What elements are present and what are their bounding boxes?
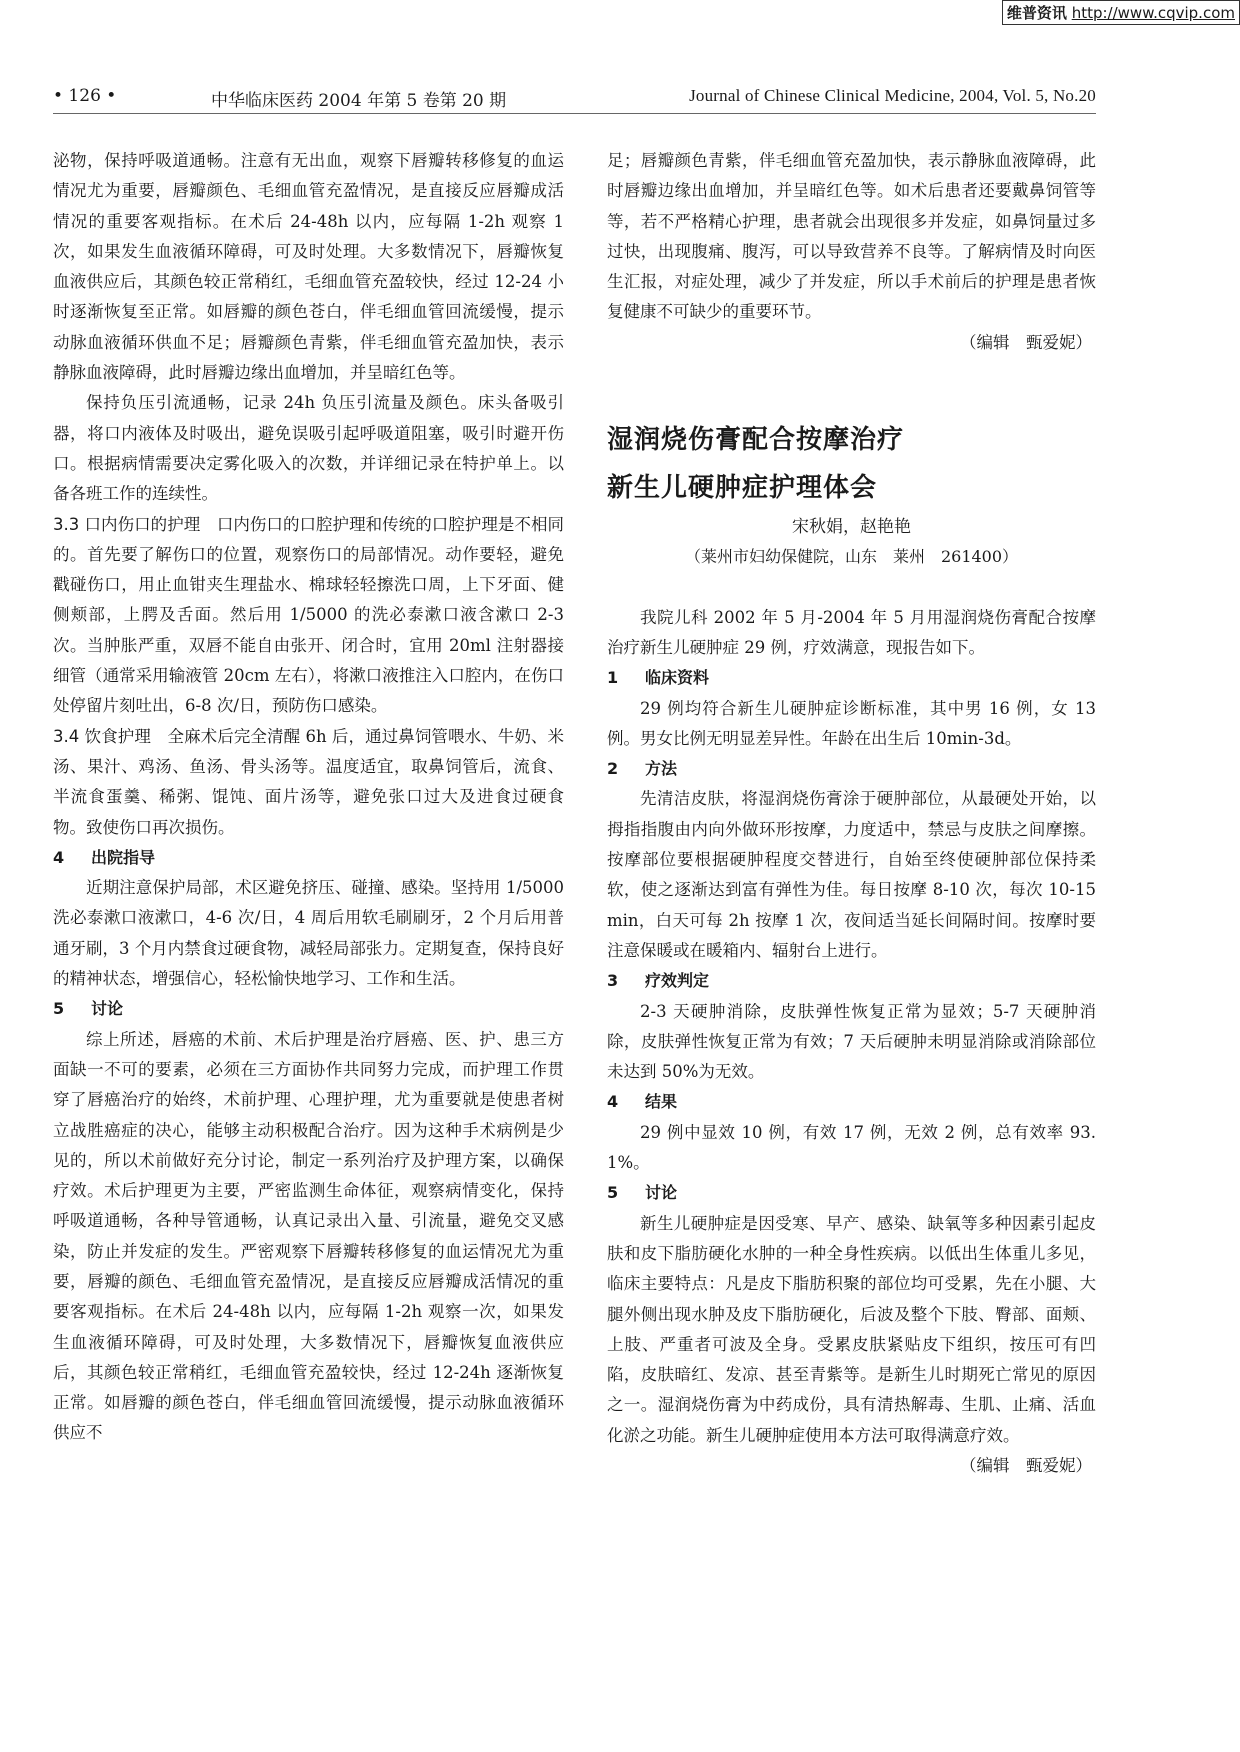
section-title: 结果 [645, 1092, 678, 1112]
editor-credit: （编辑 甄爱妮） [960, 1455, 1092, 1475]
section-title: 临床资料 [645, 668, 710, 688]
subsection-label: 3.4 饮食护理 [53, 726, 151, 746]
paragraph: 泌物，保持呼吸道通畅。注意有无出血，观察下唇瓣转移修复的血运情况尤为重要，唇瓣颜色、毛细血管充盈情况，是直接反应唇瓣成活情况的重要客观指标。在术后 24-48h 以内，应每隔 1-2h 观察 1 次，如果发生血液循环障碍，可及时处理。大多数情况下，唇瓣恢复血液供应后，其颜色较正常稍红，毛细血管充盈较快，经过 12-24 小时逐渐恢复至正常。如唇瓣的颜色苍白，伴毛细血管回流缓慢，提示动脉血液循环供血不足；唇瓣颜色青紫，伴毛细血管充盈加快，表示静脉血液障碍，此时唇瓣边缘出血增加，并呈暗红色等。 [53, 151, 564, 383]
paragraph: 新生儿硬肿症是因受寒、早产、感染、缺氧等多种因素引起皮肤和皮下脂肪硬化水肿的一种全身性疾病。以低出生体重儿多见，临床主要特点：凡是皮下脂肪积聚的部位均可受累，先在小腿、大腿外侧出现水肿及皮下脂肪硬化，后波及整个下肢、臀部、面颊、上肢、严重者可波及全身。受累皮肤紧贴皮下组织，按压可有凹陷，皮肤暗红、发凉、甚至青紫等。是新生儿时期死亡常见的原因之一。湿润烧伤膏为中药成份，具有清热解毒、生肌、止痛、活血化淤之功能。新生儿硬肿症使用本方法可取得满意疗效。 [607, 1213, 1096, 1445]
paragraph: 29 例均符合新生儿硬肿症诊断标准，其中男 16 例，女 13 例。男女比例无明显差异性。年龄在出生后 10min-3d。 [607, 698, 1096, 748]
left-column [53, 146, 564, 1449]
spacer [607, 573, 1096, 603]
subsection-text: 口内伤口的口腔护理和传统的口腔护理是不相同的。首先要了解伤口的位置，观察伤口的局部情况。动作要轻，避免戳碰伤口，用止血钳夹生理盐水、棉球轻轻擦洗口周，上下牙面、健侧颊部，上腭及舌面。然后用 1/5000 的洗必泰漱口液含漱口 2-3 次。当肿胀严重，双唇不能自由张开、闭合时，宜用 20ml 注射器接细管（通常采用输液管 20cm 左右），将漱口液推注入口腔内，在伤口处停留片刻吐出，6-8 次/日，预防伤口感染。 [53, 514, 565, 716]
author-affiliation: （莱州市妇幼保健院，山东 莱州 261400） [684, 547, 1019, 567]
paragraph: 综上所述，唇癌的术前、术后护理是治疗唇癌、医、护、患三方面缺一不可的要素，必须在三方面协作共同努力完成，而护理工作贯穿了唇癌治疗的始终，术前护理、心理护理，尤为重要就是使患者树立战胜癌症的决心，能够主动积极配合治疗。因为这种手术病例是少见的，所以术前做好充分讨论，制定一系列治疗及护理方案，以确保疗效。术后护理更为主要，严密监测生命体征，观察病情变化，保持呼吸道通畅，各种导管通畅，认真记录出入量、引流量，避免交叉感染，防止并发症的发生。严密观察下唇瓣转移修复的血运情况尤为重要，唇瓣的颜色、毛细血管充盈情况，是直接反应唇瓣成活情况的重要客观指标。在术后 24-48h 以内，应每隔 1-2h 观察一次，如果发生血液循环障碍，可及时处理，大多数情况下，唇瓣恢复血液供应后，其颜色较正常稍红，毛细血管充盈较快，经过 12-24h 逐渐恢复正常。如唇瓣的颜色苍白，伴毛细血管回流缓慢，提示动脉血液循环供应不 [53, 1029, 564, 1443]
watermark-brand: 维普资讯 [1006, 4, 1067, 22]
section-heading [607, 754, 1096, 784]
section-number: 1 [607, 668, 619, 688]
section-title: 疗效判定 [645, 971, 710, 991]
paragraph: 我院儿科 2002 年 5 月-2004 年 5 月用湿润烧伤膏配合按摩治疗新生儿硬肿症 29 例，疗效满意，现报告如下。 [607, 607, 1096, 657]
section-number: 3 [607, 971, 619, 991]
paragraph: 先清洁皮肤，将湿润烧伤膏涂于硬肿部位，从最硬处开始，以拇指指腹由内向外做环形按摩，力度适中，禁忌与皮肤之间摩擦。按摩部位要根据硬肿程度交替进行，自始至终使硬肿部位保持柔软，使之逐渐达到富有弹性为佳。每日按摩 8-10 次，每次 10-15min，白天可每 2h 按摩 1 次，夜间适当延长间隔时间。按摩时要注意保暖或在暖箱内、辐射台上进行。 [607, 789, 1096, 960]
right-column [607, 146, 1096, 1481]
paragraph: 近期注意保护局部，术区避免挤压、碰撞、感染。坚持用 1/5000 洗必泰漱口液漱口，4-6 次/日，4 周后用软毛刷刷牙，2 个月后用普通牙刷，3 个月内禁食过硬食物，减轻局部张力。定期复查，保持良好的精神状态，增强信心，轻松愉快地学习、工作和生活。 [53, 878, 564, 989]
section-title: 讨论 [645, 1183, 678, 1203]
article-title-line-2: 新生儿硬肿症护理体会 [607, 473, 878, 504]
section-number: 2 [607, 759, 619, 779]
section-heading [53, 843, 564, 873]
editor-credit: （编辑 甄爱妮） [960, 332, 1092, 352]
journal-title-en: Journal of Chinese Clinical Medicine, 2004, Vol. 5, No.20 [689, 86, 1096, 105]
subsection-label: 3.3 口内伤口的护理 [53, 514, 201, 534]
subsection-text: 全麻术后完全清醒 6h 后，通过鼻饲管喂水、牛奶、米汤、果汁、鸡汤、鱼汤、骨头汤等。温度适宜，取鼻饲管后，流食、半流食蛋羹、稀粥、馄饨、面片汤等，避免张口过大及进食过硬食物。致使伤口再次损伤。 [53, 726, 564, 837]
section-heading [607, 1178, 1096, 1208]
section-number: 4 [607, 1092, 619, 1112]
section-heading [607, 1087, 1096, 1117]
running-header [53, 86, 1096, 111]
journal-title-cn: 中华临床医药 2004 年第 5 卷第 20 期 [211, 91, 507, 111]
paragraph: 29 例中显效 10 例，有效 17 例，无效 2 例，总有效率 93.1%。 [607, 1122, 1096, 1173]
section-heading [607, 663, 1096, 693]
header-rule [53, 113, 1096, 114]
watermark-stamp [1002, 0, 1240, 25]
paragraph: 足；唇瓣颜色青紫，伴毛细血管充盈加快，表示静脉血液障碍，此时唇瓣边缘出血增加，并呈暗红色等。如术后患者还要戴鼻饲管等等，若不严格精心护理，患者就会出现很多并发症，如鼻饲量过多过快，出现腹痛、腹泻，可以导致营养不良等。了解病情及时向医生汇报，对症处理，减少了并发症，所以手术前后的护理是患者恢复健康不可缺少的重要环节。 [607, 151, 1096, 322]
section-title: 方法 [645, 759, 678, 779]
subsection-3-4 [53, 722, 564, 843]
section-heading [53, 994, 564, 1024]
watermark-url[interactable]: http://www.cqvip.com [1071, 4, 1235, 22]
article-title-line-1: 湿润烧伤膏配合按摩治疗 [607, 425, 905, 456]
subsection-3-3 [53, 510, 564, 722]
section-number: 5 [53, 999, 65, 1019]
section-number: 5 [607, 1183, 619, 1203]
section-number: 4 [53, 847, 65, 867]
section-heading [607, 966, 1096, 996]
section-title: 出院指导 [91, 847, 156, 867]
paragraph: 保持负压引流通畅，记录 24h 负压引流量及颜色。床头备吸引器，将口内液体及时吸出，避免误吸引起呼吸道阻塞，吸引时避开伤口。根据病情需要决定雾化吸入的次数，并详细记录在特护单上。以备各班工作的连续性。 [53, 393, 564, 504]
section-title: 讨论 [91, 999, 124, 1019]
paragraph: 2-3 天硬肿消除，皮肤弹性恢复正常为显效；5-7 天硬肿消除，皮肤弹性恢复正常为有效；7 天后硬肿未明显消除或消除部位未达到 50%为无效。 [607, 1001, 1096, 1082]
page-number: • 126 • [53, 86, 117, 106]
article-authors: 宋秋娟，赵艳艳 [792, 517, 911, 538]
